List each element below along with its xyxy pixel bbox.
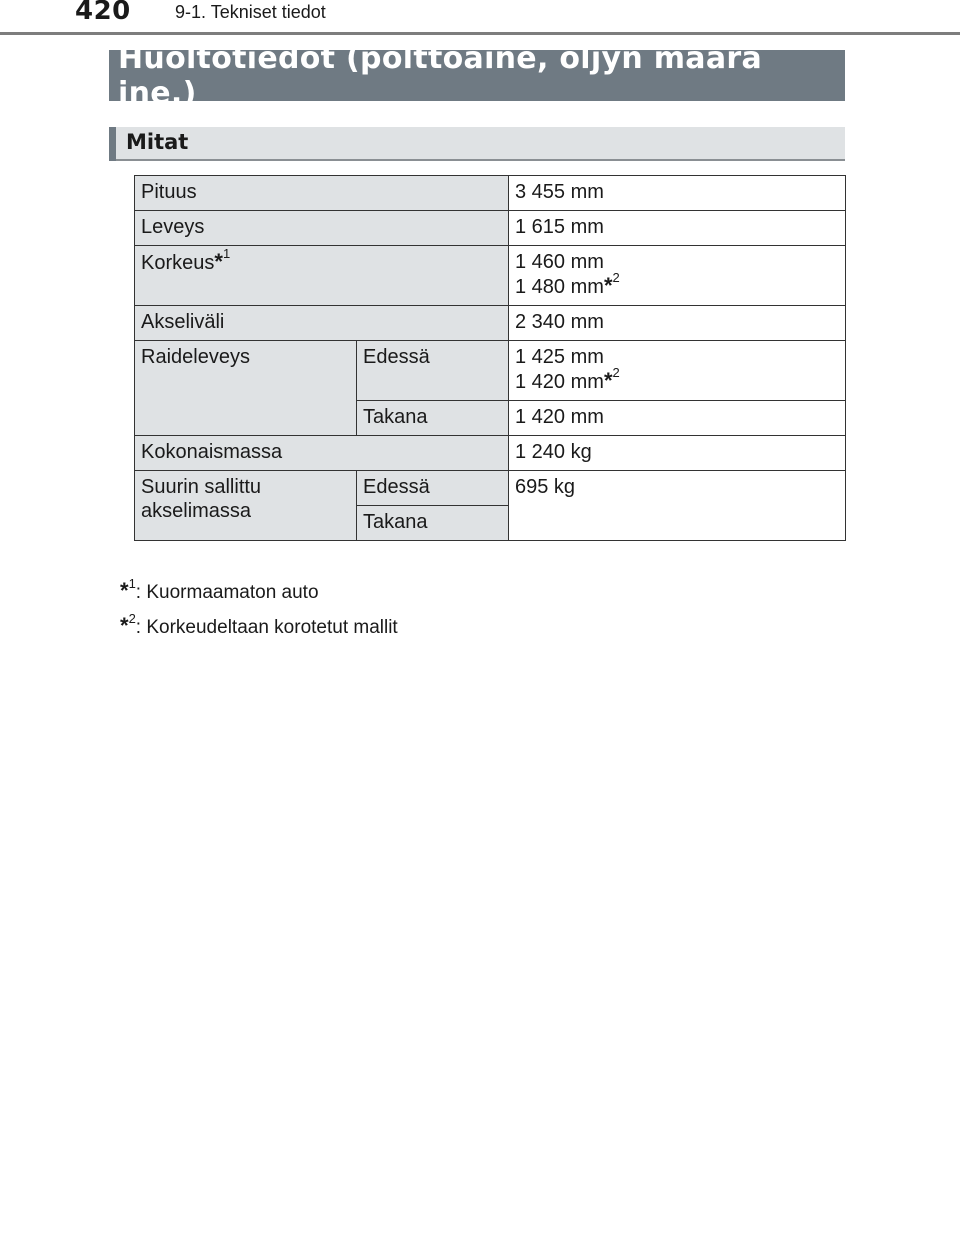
gross-weight-value: 1 240 kg bbox=[509, 436, 846, 471]
axle-load-value: 695 kg bbox=[509, 471, 846, 541]
height-label: Korkeus bbox=[141, 252, 215, 274]
tread-front-value-standard: 1 425 mm bbox=[515, 346, 604, 368]
section-header bbox=[109, 127, 845, 161]
footnote-2 bbox=[120, 610, 398, 648]
axle-front-label: Edessä bbox=[357, 471, 509, 506]
table-row-wheelbase bbox=[135, 306, 846, 341]
tread-front-value-raised: 1 420 mm bbox=[515, 371, 604, 393]
height-value-raised-line bbox=[515, 270, 839, 299]
length-label: Pituus bbox=[135, 176, 509, 211]
table-row-tread-front bbox=[135, 341, 846, 401]
height-label-cell bbox=[135, 246, 509, 306]
header-divider bbox=[0, 32, 960, 35]
section-accent-bar bbox=[109, 127, 116, 161]
tread-rear-label: Takana bbox=[357, 401, 509, 436]
footnote-star: * bbox=[120, 578, 129, 603]
tread-front-label: Edessä bbox=[357, 341, 509, 401]
axle-load-label-line-1: Suurin sallittu bbox=[141, 476, 262, 498]
footnote-ref: 2 bbox=[612, 270, 620, 286]
footnote-text: : Kuormaamaton auto bbox=[135, 582, 319, 603]
header-section-title: 9-1. Tekniset tiedot bbox=[175, 2, 326, 22]
width-label: Leveys bbox=[135, 211, 509, 246]
tread-label: Raideleveys bbox=[135, 341, 357, 436]
footnote-text: : Korkeudeltaan korotetut mallit bbox=[135, 617, 398, 638]
page-header bbox=[0, 0, 960, 36]
footnote-number: 1 bbox=[128, 575, 136, 591]
width-value: 1 615 mm bbox=[509, 211, 846, 246]
height-value-raised: 1 480 mm bbox=[515, 276, 604, 298]
footnote-ref: 2 bbox=[612, 365, 620, 381]
axle-load-label-line-2: akselimassa bbox=[141, 500, 252, 522]
length-value: 3 455 mm bbox=[509, 176, 846, 211]
tread-rear-value: 1 420 mm bbox=[509, 401, 846, 436]
height-value-cell bbox=[509, 246, 846, 306]
footnotes bbox=[120, 575, 398, 648]
table-row-axle-front bbox=[135, 471, 846, 506]
footnote-ref: 1 bbox=[222, 246, 231, 262]
axle-load-label-cell bbox=[135, 471, 357, 541]
tread-front-value-cell bbox=[509, 341, 846, 401]
wheelbase-label: Akseliväli bbox=[135, 306, 509, 341]
axle-rear-label: Takana bbox=[357, 506, 509, 541]
title-banner bbox=[109, 40, 845, 111]
height-value-standard: 1 460 mm bbox=[515, 251, 604, 273]
section-title: Mitat bbox=[126, 130, 189, 154]
wheelbase-value: 2 340 mm bbox=[509, 306, 846, 341]
page-number: 420 bbox=[75, 0, 131, 26]
table-row-length bbox=[135, 176, 846, 211]
footnote-1 bbox=[120, 575, 398, 613]
footnote-star: * bbox=[603, 368, 613, 393]
gross-weight-label: Kokonaismassa bbox=[135, 436, 509, 471]
footnote-number: 2 bbox=[128, 610, 136, 626]
footnote-star: * bbox=[214, 249, 223, 274]
footnote-star: * bbox=[120, 613, 129, 638]
page-title: Huoltotiedot (polttoaine, öljyn määrä jne.) bbox=[118, 40, 763, 111]
dimensions-table bbox=[134, 175, 846, 541]
tread-front-value-raised-line bbox=[515, 365, 839, 394]
table-row-width bbox=[135, 211, 846, 246]
footnote-star: * bbox=[603, 273, 613, 298]
table-row-gross-weight bbox=[135, 436, 846, 471]
table-row-height bbox=[135, 246, 846, 306]
